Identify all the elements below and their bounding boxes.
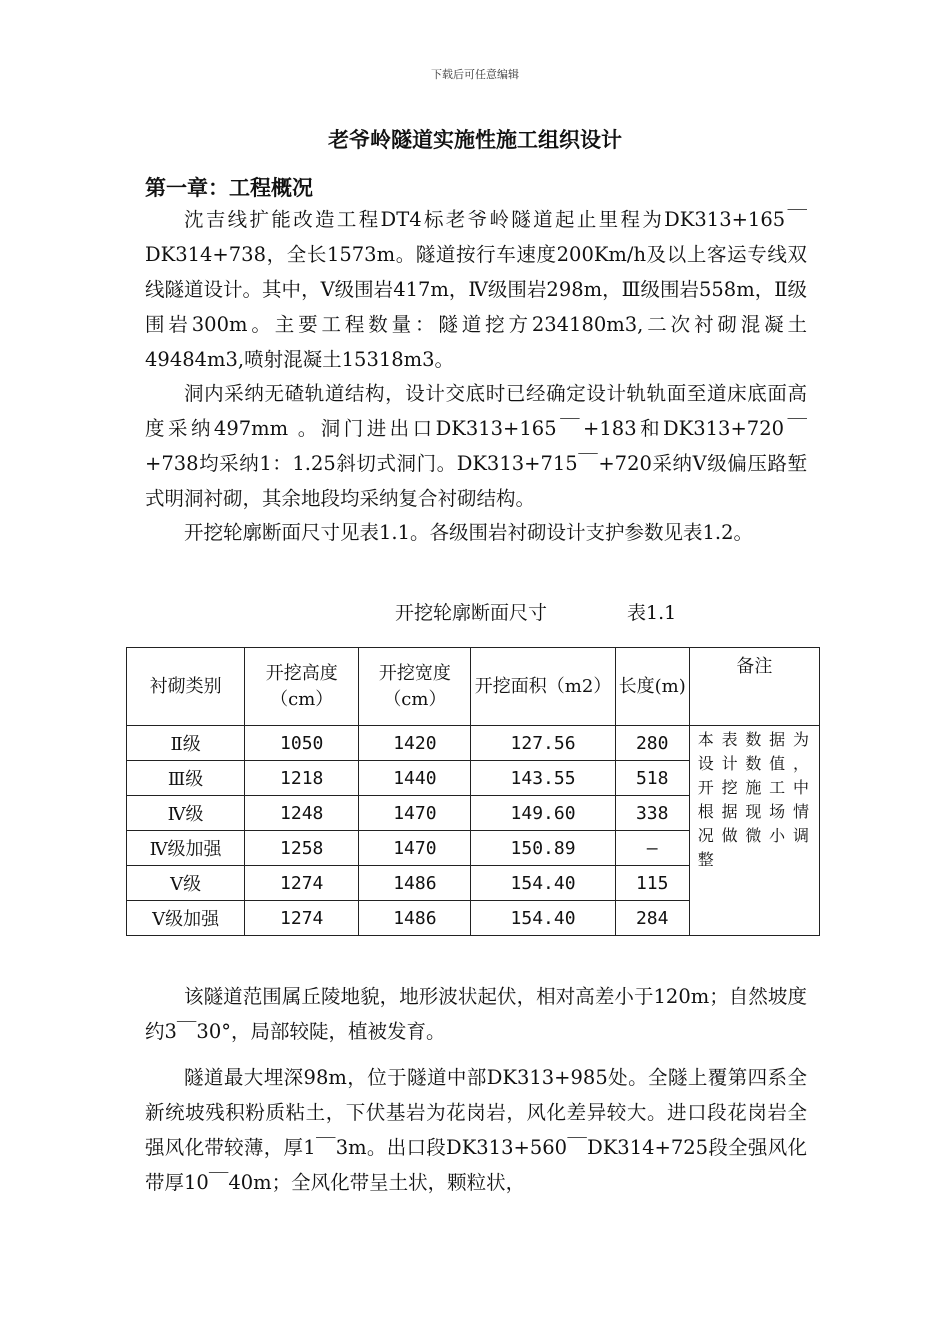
paragraph-terrain: 该隧道范围属丘陵地貌，地形波状起伏，相对高差小于120m；自然坡度约3￣30°，局部较陡，植被发育。 xyxy=(145,985,807,1043)
header-note: 下载后可任意编辑 xyxy=(431,68,519,81)
cell-area: 150.89 xyxy=(471,831,615,866)
cell-class: Ⅴ级加强 xyxy=(127,901,245,936)
cell-length: 115 xyxy=(615,866,689,901)
paragraph-geology: 隧道最大埋深98m，位于隧道中部DK313+985处。全隧上覆第四系全新统坡残积粉质粘土，下伏基岩为花岗岩，风化差异较大。进口段花岗岩全强风化带较薄，厚1￣3m。出口段DK313+560￣DK314+725段全强风化带厚10￣40m；全风化带呈土状，颗粒状， xyxy=(145,1066,807,1194)
paragraph-overview: 沈吉线扩能改造工程DT4标老爷岭隧道起止里程为DK313+165￣DK314+738，全长1573m。隧道按行车速度200Km/h及以上客运专线双线隧道设计。其中，Ⅴ级围岩417m，Ⅳ级围岩298m，Ⅲ级围岩558m，Ⅱ级围岩300m。主要工程数量：隧道挖方234180m3,二次衬砌混凝土49484m3,喷射混凝土15318m3。 xyxy=(145,208,807,371)
header-remark: 备注 xyxy=(689,648,819,726)
document-title: 老爷岭隧道实施性施工组织设计 xyxy=(328,128,622,152)
cell-width: 1420 xyxy=(359,726,471,761)
cell-length: 518 xyxy=(615,761,689,796)
cell-width: 1440 xyxy=(359,761,471,796)
cell-width: 1486 xyxy=(359,866,471,901)
cell-class: Ⅴ级 xyxy=(127,866,245,901)
header-lining-class: 衬砌类别 xyxy=(127,648,245,726)
cell-height: 1274 xyxy=(245,901,359,936)
table-header-row xyxy=(127,648,820,726)
paragraph-track-structure: 洞内采纳无碴轨道结构，设计交底时已经确定设计轨轨面至道床底面高度采纳497mm 。洞门进出口DK313+165￣+183和DK313+720￣+738均采纳1：1.25斜切式洞门。DK313+715￣+720采纳Ⅴ级偏压路堑式明洞衬砌，其余地段均采纳复合衬砌结构。 xyxy=(145,382,807,510)
cell-area: 154.40 xyxy=(471,866,615,901)
table-row xyxy=(127,726,820,761)
cell-height: 1248 xyxy=(245,796,359,831)
table-caption xyxy=(395,598,676,625)
header-excavation-width: 开挖宽度（cm） xyxy=(359,648,471,726)
cell-height: 1218 xyxy=(245,761,359,796)
excavation-section-table xyxy=(126,647,820,936)
table-caption-title: 开挖轮廓断面尺寸 xyxy=(395,602,548,624)
chapter-heading: 第一章：工程概况 xyxy=(145,176,313,200)
cell-height: 1258 xyxy=(245,831,359,866)
paragraph-table-reference: 开挖轮廓断面尺寸见表1.1。各级围岩衬砌设计支护参数见表1.2。 xyxy=(184,521,754,544)
cell-width: 1470 xyxy=(359,831,471,866)
cell-width: 1470 xyxy=(359,796,471,831)
cell-width: 1486 xyxy=(359,901,471,936)
header-excavation-height: 开挖高度（cm） xyxy=(245,648,359,726)
cell-class: Ⅱ级 xyxy=(127,726,245,761)
cell-class: Ⅲ级 xyxy=(127,761,245,796)
cell-remark: 本表数据为设计数值，开挖施工中根据现场情况做微小调整 xyxy=(689,726,819,936)
header-excavation-area: 开挖面积（m2） xyxy=(471,648,615,726)
cell-length: 280 xyxy=(615,726,689,761)
cell-class: Ⅳ级加强 xyxy=(127,831,245,866)
cell-area: 127.56 xyxy=(471,726,615,761)
cell-area: 143.55 xyxy=(471,761,615,796)
cell-area: 154.40 xyxy=(471,901,615,936)
cell-height: 1274 xyxy=(245,866,359,901)
cell-length: 338 xyxy=(615,796,689,831)
cell-area: 149.60 xyxy=(471,796,615,831)
header-length: 长度(m) xyxy=(615,648,689,726)
cell-class: Ⅳ级 xyxy=(127,796,245,831)
cell-height: 1050 xyxy=(245,726,359,761)
cell-length: 284 xyxy=(615,901,689,936)
table-caption-number: 表1.1 xyxy=(627,602,677,624)
cell-length: — xyxy=(615,831,689,866)
